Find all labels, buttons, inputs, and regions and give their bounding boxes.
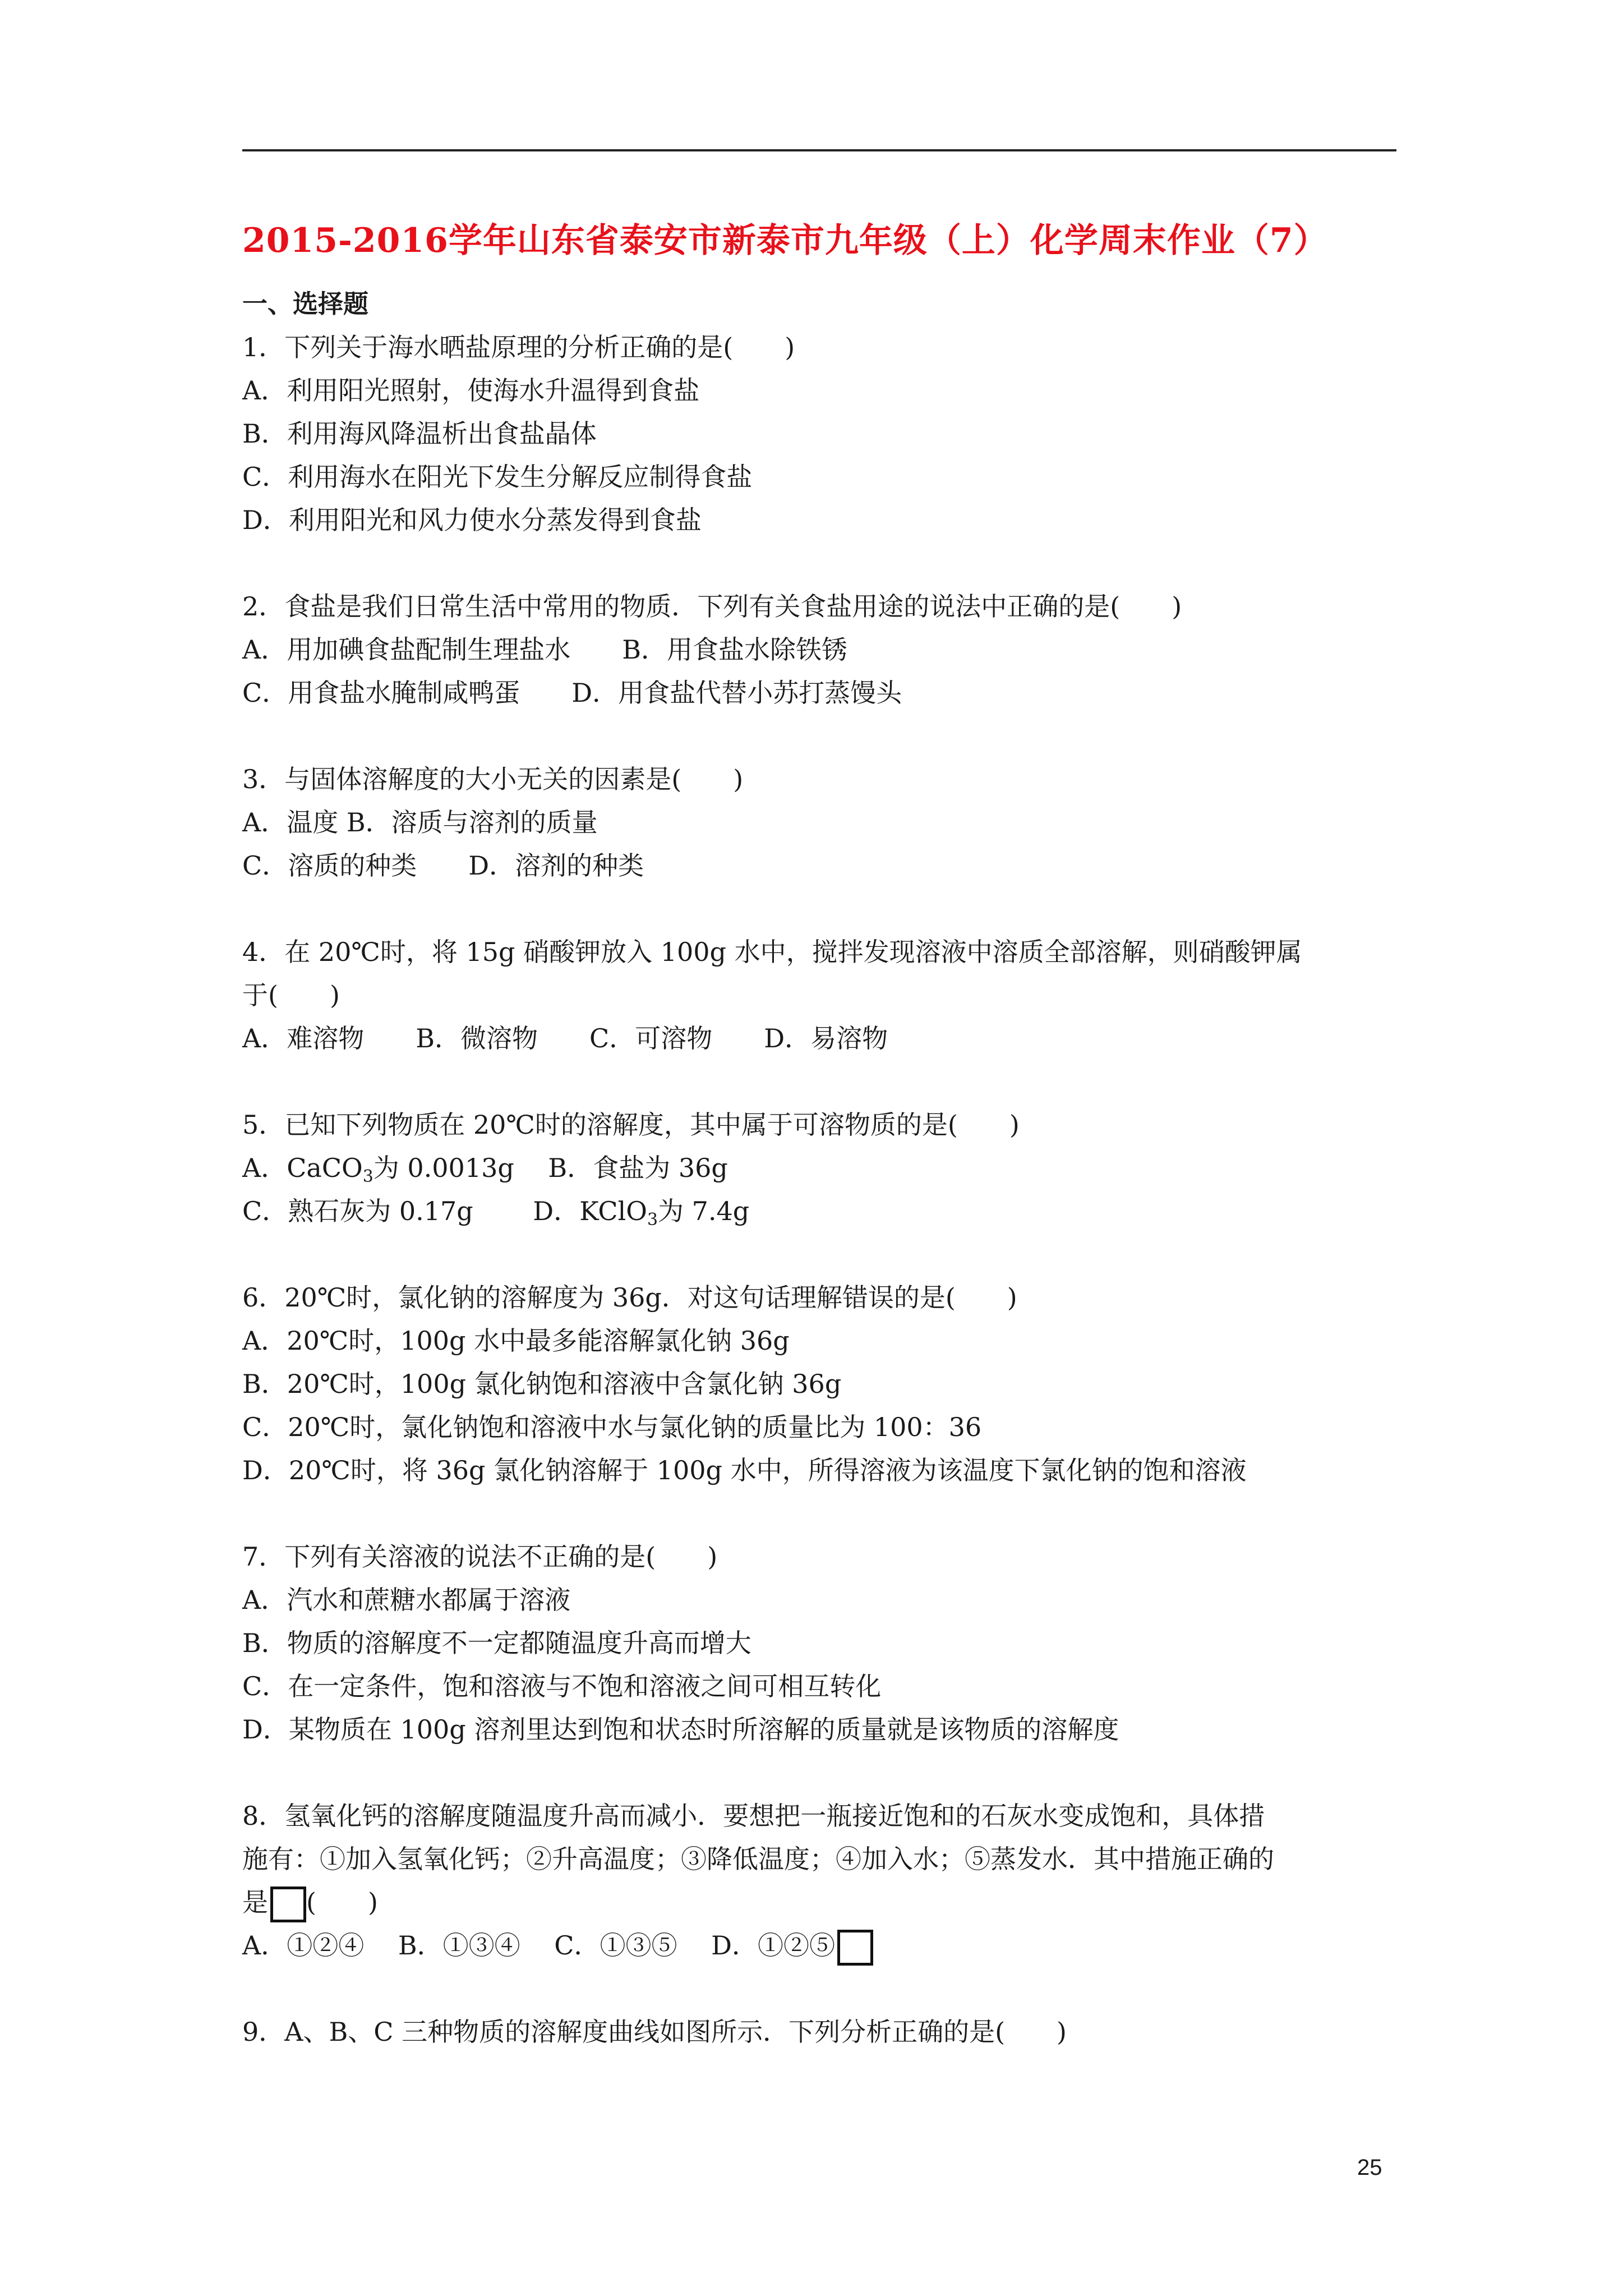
q8-options [242,1924,1409,1967]
q6-option-b: B．20℃时，100g 氯化钠饱和溶液中含氯化钠 36g [242,1369,842,1399]
q7-stem: 7．下列有关溶液的说法不正确的是( ) [242,1542,718,1572]
q5-option-d-subscript: 3 [647,1209,658,1230]
q5-stem: 5．已知下列物质在 20℃时的溶解度，其中属于可溶物质的是( ) [242,1110,1020,1140]
q6-stem: 6．20℃时，氯化钠的溶解度为 36g．对这句话理解错误的是( ) [242,1282,1017,1313]
q5-option-a-suffix: 为 0.0013g B．食盐为 36g [373,1153,728,1183]
answer-box [837,1930,873,1966]
question-list [242,326,1409,2054]
q8-stem-line3-start: 是 [242,1887,268,1917]
q1-option-a: A．利用阳光照射，使海水升温得到食盐 [242,375,700,406]
q1-option-d: D．利用阳光和风力使水分蒸发得到食盐 [242,505,702,535]
section-heading: 一、选择题 [242,289,369,319]
q6-option-c: C．20℃时，氯化钠饱和溶液中水与氯化钠的质量比为 100：36 [242,1412,982,1442]
q3-options-cd: C．溶质的种类 D．溶剂的种类 [242,850,644,881]
q6-option-a: A．20℃时，100g 水中最多能溶解氯化钠 36g [242,1326,790,1356]
q4-stem-line1: 4．在 20℃时，将 15g 硝酸钾放入 100g 水中，搅拌发现溶液中溶质全部溶解，则硝酸钾属 [242,937,1302,967]
q7-option-b: B．物质的溶解度不一定都随温度升高而增大 [242,1628,751,1658]
q5-option-c-text: C．熟石灰为 0.17g D．KClO [242,1196,647,1226]
q8-stem-line3-end: ( ) [306,1887,378,1917]
q2-options-cd: C．用食盐水腌制咸鸭蛋 D．用食盐代替小苏打蒸馒头 [242,678,902,708]
q3-stem: 3．与固体溶解度的大小无关的因素是( ) [242,764,744,794]
q7-option-a: A．汽水和蔗糖水都属于溶液 [242,1585,571,1615]
q5-option-a-prefix: A．CaCO [242,1153,363,1183]
q6-option-d: D．20℃时，将 36g 氯化钠溶解于 100g 水中，所得溶液为该温度下氯化钠的饱和溶液 [242,1455,1247,1485]
q1-option-b: B．利用海风降温析出食盐晶体 [242,418,597,449]
q2-stem: 2．食盐是我们日常生活中常用的物质．下列有关食盐用途的说法中正确的是( ) [242,591,1182,622]
q5-option-d-suffix: 为 7.4g [657,1196,750,1226]
answer-box [270,1887,306,1922]
q7-option-c: C．在一定条件，饱和溶液与不饱和溶液之间可相互转化 [242,1671,882,1701]
q8-stem-line2: 施有：①加入氢氧化钙；②升高温度；③降低温度；④加入水；⑤蒸发水．其中措施正确的 [242,1844,1274,1874]
q4-stem-line2: 于( ) [242,980,340,1010]
q8-stem-line3 [242,1881,1409,1924]
header-rule [242,149,1396,151]
document-title: 2015-2016学年山东省泰安市新泰市九年级（上）化学周末作业（7） [242,221,1328,260]
q3-options-ab: A．温度 B．溶质与溶剂的质量 [242,807,598,838]
page-number: 25 [1357,2155,1382,2180]
q8-options-text: A．①②④ B．①③④ C．①③⑤ D．①②⑤ [242,1930,835,1961]
q7-option-d: D．某物质在 100g 溶剂里达到饱和状态时所溶解的质量就是该物质的溶解度 [242,1714,1119,1745]
q1-stem: 1．下列关于海水晒盐原理的分析正确的是( ) [242,332,795,362]
q9-stem: 9．A、B、C 三种物质的溶解度曲线如图所示．下列分析正确的是( ) [242,2017,1067,2047]
q8-stem-line1: 8．氢氧化钙的溶解度随温度升高而减小．要想把一瓶接近饱和的石灰水变成饱和，具体措 [242,1801,1265,1831]
q5-options-cd [242,1190,1409,1233]
q5-option-a-subscript: 3 [362,1166,374,1186]
q2-options-ab: A．用加碘食盐配制生理盐水 B．用食盐水除铁锈 [242,634,848,665]
q1-option-c: C．利用海水在阳光下发生分解反应制得食盐 [242,462,753,492]
q5-options-ab [242,1147,1409,1190]
q4-options: A．难溶物 B．微溶物 C．可溶物 D．易溶物 [242,1023,888,1053]
